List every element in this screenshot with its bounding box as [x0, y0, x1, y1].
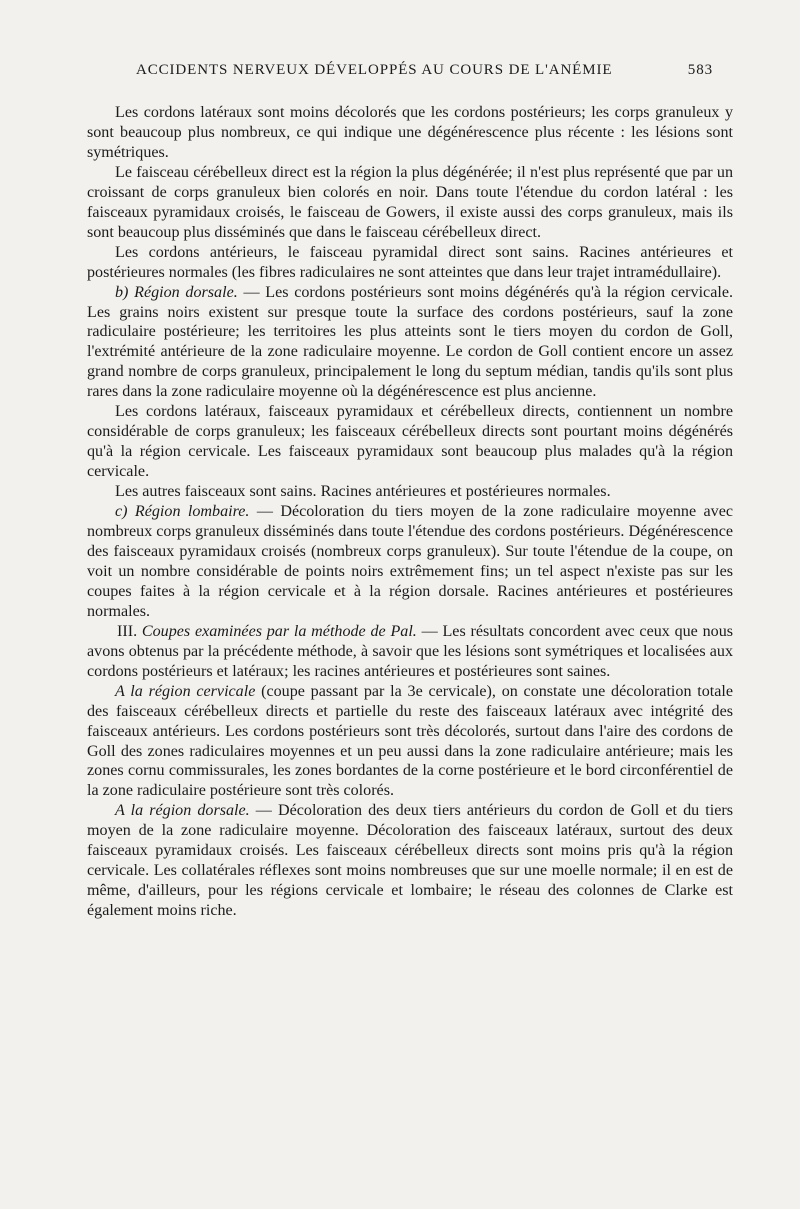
paragraph [87, 283, 733, 403]
section-marker: c) [115, 503, 135, 521]
paragraph-text: (coupe passant par la 3e cervicale), on constate une décoloration totale des faisceaux cérébelleux directs et partielle du reste des faisceaux latéraux avec intégrité des faisceaux antérieurs. Les cordons postérieurs sont très décolorés, surtout dans l'aire des cordons de Goll des zones radiculaires moyennes et un peu aussi dans la zone radiculaire antérieure; mais les zones cornu commissurales, les zones bordantes de la corne postérieure et le bord circonférentiel de la zone radiculaire postérieure sont très colorés. [87, 682, 734, 800]
paragraph [87, 801, 733, 921]
header-title: ACCIDENTS NERVEUX DÉVELOPPÉS AU COURS DE L'ANÉMIE [136, 62, 613, 78]
paragraph-text: Les cordons antérieurs, le faisceau pyramidal direct sont sains. Racines antérieures et postérieures normales (les fibres radiculaires ne sont atteintes que dans leur trajet intramédullaire). [87, 243, 733, 281]
paragraph-text: Les cordons latéraux sont moins décolorés que les cordons postérieurs; les corps granuleux y sont beaucoup plus nombreux, ce qui indique une dégénérescence plus récente : les lésions sont symétriques. [87, 104, 733, 161]
paragraph [87, 402, 733, 482]
paragraph [87, 682, 733, 802]
body-text [87, 103, 733, 921]
paragraph [87, 243, 733, 283]
section-marker: III. [117, 622, 142, 640]
paragraph [87, 622, 733, 682]
section-heading: Région lombaire. [134, 503, 250, 521]
section-heading: Région dorsale. [134, 283, 238, 301]
paragraph-text: — Les résultats concordent avec ceux que nous avons obtenus par la précédente méthode, à savoir que les lésions sont symétriques et localisées aux cordons postérieurs et latéraux; les racines antérieures et postérieures sont saines. [87, 622, 734, 680]
paragraph-text: — Décoloration du tiers moyen de la zone radiculaire moyenne avec nombreux corps granuleux disséminés dans toute l'étendue des cordons postérieurs. Dégénérescence des faisceaux pyramidaux croisés (nombreux corps granuleux). Sur toute l'étendue de la coupe, on voit un nombre considérable de points noirs extrêmement fins; un tel aspect n'existe pas sur les coupes faites à la région cervicale et à la région dorsale. Racines antérieures et postérieures normales. [87, 503, 733, 620]
page-number: 583 [687, 62, 713, 78]
paragraph-text: — Décoloration des deux tiers antérieurs du cordon de Goll et du tiers moyen de la zone radiculaire moyenne. Décoloration des faisceaux latéraux, surtout des deux faisceaux pyramidaux croisés. Les faisceaux cérébelleux directs sont moins pris qu'à la région cervicale. Les collatérales réflexes sont moins nombreuses que sur une moelle normale; il en est de même, d'ailleurs, pour les régions cervicale et lombaire; le réseau des colonnes de Clarke est également moins riche. [87, 802, 733, 920]
paragraph [87, 163, 733, 243]
paragraph-text: Les autres faisceaux sont sains. Racines antérieures et postérieures normales. [115, 483, 611, 501]
paragraph [87, 103, 733, 163]
section-heading: Coupes examinées par la méthode de Pal. [141, 622, 417, 640]
section-heading: A la région dorsale. [115, 802, 250, 820]
paragraph-text: Le faisceau cérébelleux direct est la région la plus dégénérée; il n'est plus représenté que par un croissant de corps granuleux bien colorés en noir. Dans toute l'étendue du cordon latéral : les faisceaux pyramidaux croisés, le faisceau de Gowers, il existe aussi des corps granuleux, mais ils sont beaucoup plus disséminés que dans le faisceau cérébelleux direct. [87, 163, 733, 241]
paragraph-text: Les cordons latéraux, faisceaux pyramidaux et cérébelleux directs, contiennent un nombre considérable de corps granuleux; les faisceaux cérébelleux directs sont pourtant moins dégénérés qu'à la région cervicale. Les faisceaux pyramidaux sont beaucoup plus malades qu'à la région cervicale. [87, 403, 733, 481]
section-heading: A la région cervicale [115, 682, 256, 700]
paragraph-text: — Les cordons postérieurs sont moins dégénérés qu'à la région cervicale. Les grains noirs existent sur presque toute la surface des cordons postérieurs, sauf la zone radiculaire postérieure; les territoires les plus atteints sont le tiers moyen du cordon de Goll, l'extrémité antérieure de la zone radiculaire moyenne. Le cordon de Goll contient encore un assez grand nombre de corps granuleux, principalement le long du septum médian, tandis qu'ils sont plus rares dans la zone radiculaire moyenne où la dégénérescence est plus ancienne. [87, 283, 733, 401]
paragraph [87, 502, 733, 622]
running-header [120, 62, 740, 86]
section-marker: b) [115, 283, 135, 301]
paragraph [87, 482, 733, 502]
